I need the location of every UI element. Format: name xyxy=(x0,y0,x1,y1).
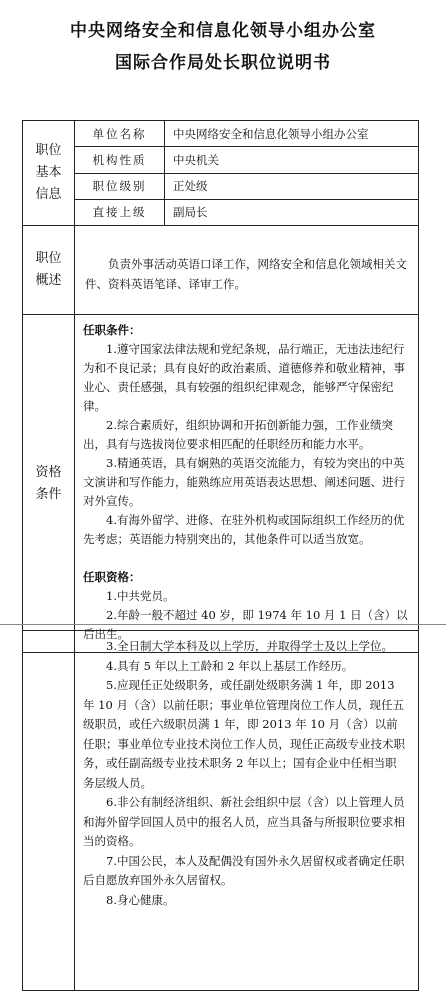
document-title: 中央网络安全和信息化领导小组办公室 xyxy=(70,21,376,41)
qualification-item: 5.应现任正处级职务，或任副处级职务满 1 年，即 2013 年 10 月（含）以前任职；事业单位管理岗位工作人员，现任五级职员，或任六级职员满 1 年，即 2013 年 10 月（含）以前任职；事业单位专业技术岗位工作人员，现任正高级专业技术职务，或任副高级专业技术职务 2 年以上；国有企业中任相当职务层级人员。 xyxy=(83,678,405,790)
overview-row xyxy=(23,226,419,315)
conditions-row-continued xyxy=(23,631,419,991)
appointment-item: 1.遵守国家法律法规和党纪条规，品行端正，无违法违纪行为和不良记录；具有良好的政治素质、道德修养和敬业精神，事业心、责任感强，具有较强的组织纪律观念，能够严守保密纪律。 xyxy=(83,342,405,413)
basic-info-row xyxy=(23,121,419,147)
field-name: 直接上级 xyxy=(75,199,165,225)
overview-label: 职位 概述 xyxy=(23,226,75,315)
label-cell-empty xyxy=(23,631,75,991)
page-divider xyxy=(0,624,446,625)
basic-info-row xyxy=(23,173,419,199)
basic-info-label: 职位 基本 信息 xyxy=(23,121,75,226)
field-value: 副局长 xyxy=(165,199,419,225)
appointment-item: 4.有海外留学、进修、在驻外机构或国际组织工作经历的优先考虑；英语能力特别突出的，其他条件可以适当放宽。 xyxy=(83,513,405,546)
basic-info-row xyxy=(23,199,419,225)
conditions-content xyxy=(75,315,419,653)
qualification-item: 7.中国公民，本人及配偶没有国外永久居留权或者确定任职后自愿放弃国外永久居留权。 xyxy=(83,853,405,887)
position-description-table-continued xyxy=(22,630,419,991)
appointment-item: 2.综合素质好，组织协调和开拓创新能力强，工作业绩突出，具有与选拔岗位要求相匹配的任职经历和能力水平。 xyxy=(83,418,393,451)
qualification-heading: 任职资格： xyxy=(83,570,141,584)
appointment-conditions-heading: 任职条件： xyxy=(83,323,141,337)
field-name: 单位名称 xyxy=(75,121,165,147)
field-name: 机构性质 xyxy=(75,147,165,173)
basic-info-row xyxy=(23,147,419,173)
field-value: 中央网络安全和信息化领导小组办公室 xyxy=(165,121,419,147)
conditions-label: 资格 条件 xyxy=(23,315,75,653)
qualification-item: 2.年龄一般不超过 40 岁，即 1974 年 10 月 1 日（含）以后出生。 xyxy=(83,608,408,641)
appointment-item: 3.精通英语，具有娴熟的英语交流能力，有较为突出的中英文演讲和写作能力，能熟练应用英语表达思想、阐述问题、进行对外宣传。 xyxy=(83,456,405,508)
qualification-item: 8.身心健康。 xyxy=(106,892,175,907)
conditions-row xyxy=(23,315,419,653)
qualification-item: 4.具有 5 年以上工龄和 2 年以上基层工作经历。 xyxy=(106,658,354,673)
qualification-item: 1.中共党员。 xyxy=(106,589,175,603)
position-description-table xyxy=(22,120,419,653)
qualification-item: 6.非公有制经济组织、新社会组织中层（含）以上管理人员和海外留学回国人员中的报名人员，应当具备与所报职位要求相当的资格。 xyxy=(83,795,405,848)
qualification-item: 3.全日制大学本科及以上学历，并取得学士及以上学位。 xyxy=(106,639,393,653)
document-subtitle: 国际合作局处长职位说明书 xyxy=(115,53,331,73)
field-value: 中央机关 xyxy=(165,147,419,173)
qualification-content xyxy=(75,631,419,991)
field-name: 职位级别 xyxy=(75,173,165,199)
field-value: 正处级 xyxy=(165,173,419,199)
overview-text: 负责外事活动英语口译工作，网络安全和信息化领域相关文件、资料英语笔译、译审工作。 xyxy=(75,226,419,315)
